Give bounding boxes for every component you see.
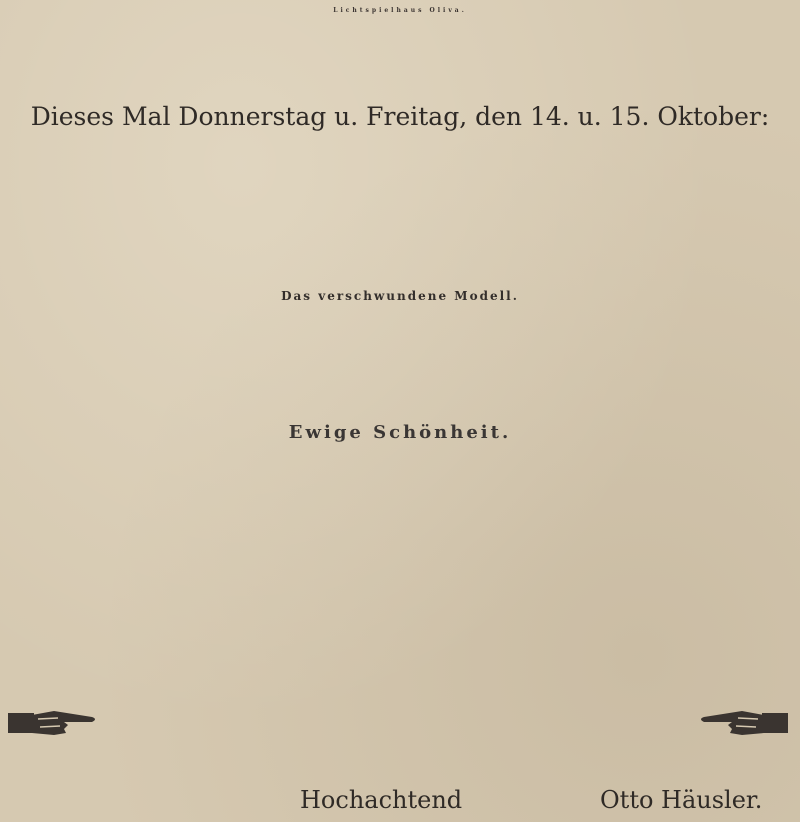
film-one-title: Das verschwundene Modell.: [281, 289, 519, 303]
dates-line: Dieses Mal Donnerstag u. Freitag, den 14. u. 15. Oktober:: [30, 102, 770, 131]
pointing-hand-right-icon: [8, 705, 98, 741]
closing-text: Hochachtend: [300, 786, 463, 814]
pointing-hand-left-icon: [698, 705, 788, 741]
cinema-title: Lichtspielhaus Oliva.: [333, 6, 467, 15]
no-children-row: [0, 703, 800, 745]
signature-name: Otto Häusler.: [600, 786, 763, 814]
film-two-title: Ewige Schönheit.: [288, 422, 512, 443]
